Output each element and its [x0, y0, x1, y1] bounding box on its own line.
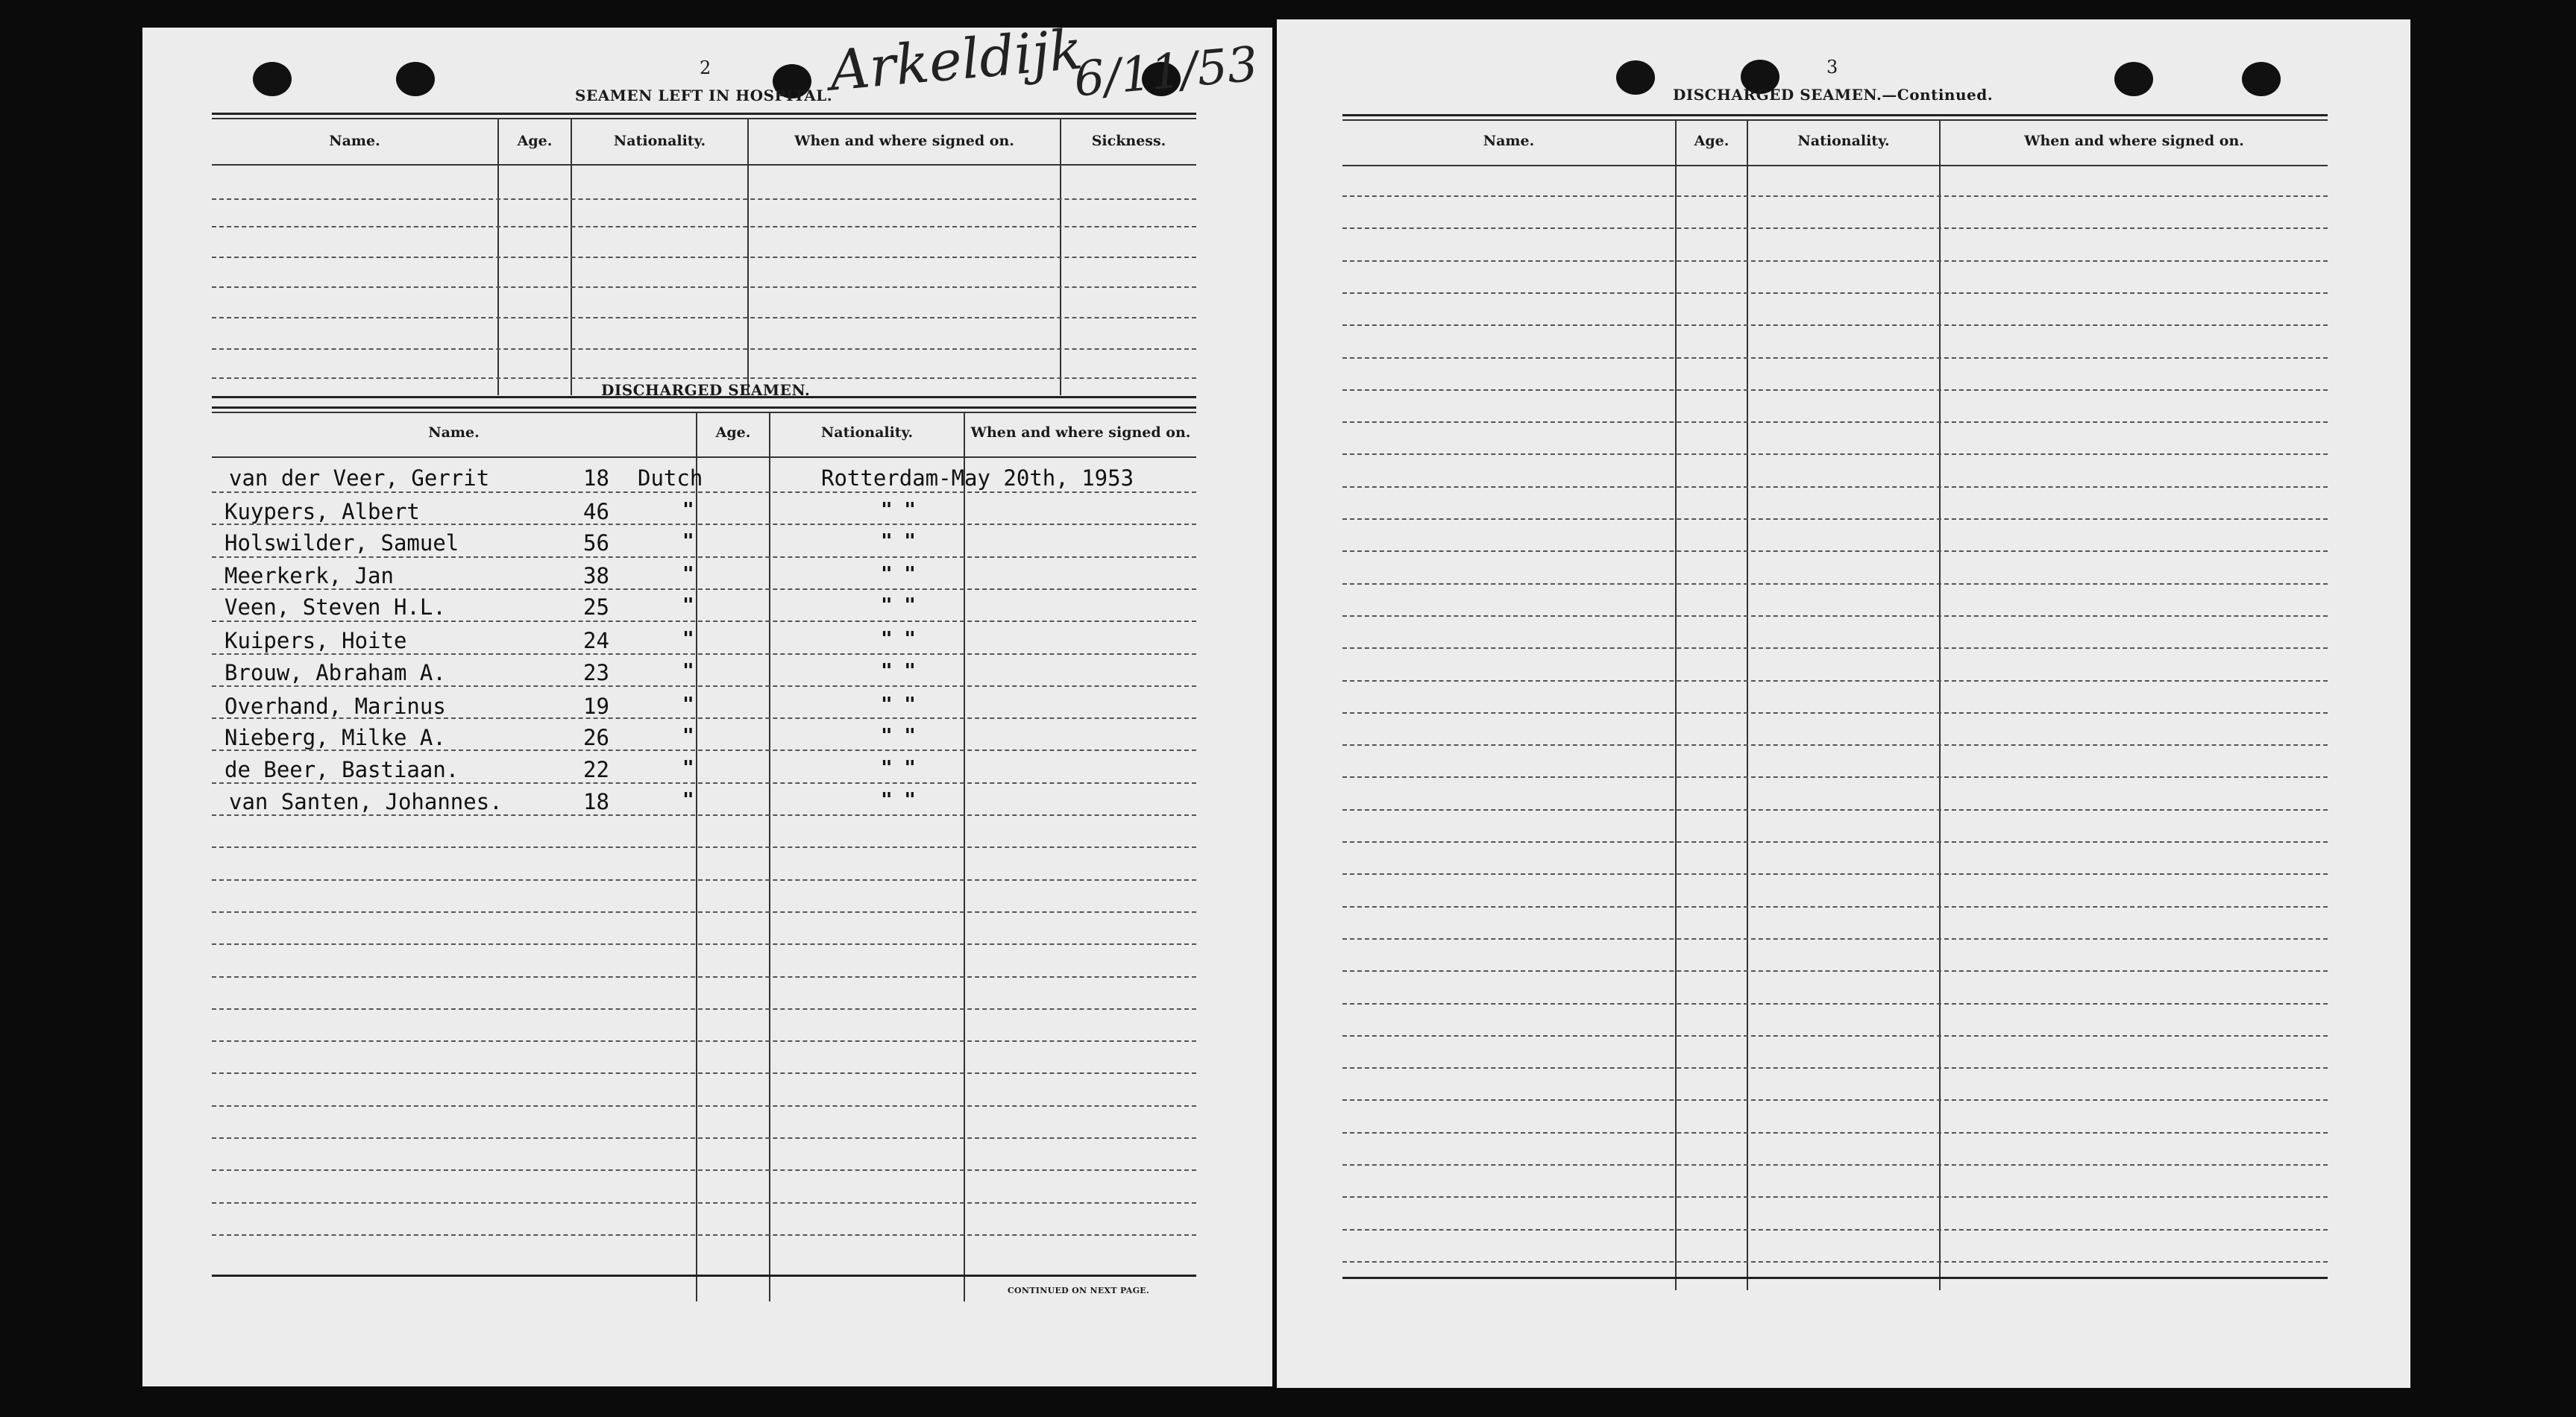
- dotted-row-line: [1342, 970, 2328, 972]
- ditto-mark: " ": [881, 694, 916, 716]
- page-number: 3: [1826, 57, 1838, 78]
- dotted-row-line: [1342, 195, 2328, 197]
- seaman-age: 24: [583, 628, 609, 653]
- dotted-row-line: [1342, 518, 2328, 520]
- dotted-row-line: [1342, 550, 2328, 552]
- dotted-row-line: [1342, 1067, 2328, 1069]
- col-header-age: Age.: [517, 133, 553, 149]
- dotted-row-line: [212, 491, 1196, 493]
- seaman-age: 56: [583, 530, 609, 556]
- seaman-age: 18: [583, 465, 609, 491]
- dotted-row-line: [1342, 938, 2328, 940]
- column-divider: [1675, 119, 1677, 1290]
- hospital-section-title: SEAMEN LEFT IN HOSPITAL.: [575, 87, 833, 104]
- dotted-row-line: [1342, 1099, 2328, 1101]
- column-divider: [696, 412, 697, 1301]
- dotted-row-line: [212, 620, 1196, 622]
- dotted-row-line: [1342, 1003, 2328, 1005]
- dotted-row-line: [1342, 647, 2328, 649]
- ditto-mark: ": [682, 530, 694, 553]
- ditto-mark: " ": [881, 563, 916, 585]
- right-page: [1277, 19, 2410, 1388]
- rule: [1342, 165, 2328, 166]
- page-number: 2: [700, 57, 711, 78]
- dotted-row-line: [1342, 1035, 2328, 1037]
- punch-hole: [2242, 62, 2281, 96]
- dotted-row-line: [212, 348, 1196, 350]
- dotted-row-line: [212, 377, 1196, 379]
- dotted-row-line: [1342, 324, 2328, 326]
- seaman-nationality: Dutch: [638, 465, 703, 491]
- rule: [212, 456, 1196, 458]
- dotted-row-line: [1342, 615, 2328, 617]
- seaman-age: 23: [583, 660, 609, 685]
- ditto-mark: ": [682, 563, 694, 585]
- ditto-mark: ": [682, 628, 694, 650]
- col-header-signed-on: When and where signed on.: [970, 424, 1191, 441]
- dotted-row-line: [212, 556, 1196, 558]
- dotted-row-line: [1342, 583, 2328, 585]
- dotted-row-line: [1342, 873, 2328, 875]
- col-header-name: Name.: [428, 424, 480, 441]
- col-header-age: Age.: [715, 424, 751, 441]
- column-divider: [769, 412, 770, 1301]
- rule: [212, 1275, 1196, 1277]
- dotted-row-line: [212, 1202, 1196, 1204]
- dotted-row-line: [1342, 260, 2328, 262]
- dotted-row-line: [212, 1072, 1196, 1074]
- ditto-mark: " ": [881, 725, 916, 747]
- dotted-row-line: [212, 879, 1196, 881]
- seaman-name: Brouw, Abraham A.: [224, 660, 446, 685]
- col-header-name: Name.: [1483, 133, 1535, 149]
- dotted-row-line: [212, 1169, 1196, 1171]
- dotted-row-line: [212, 317, 1196, 318]
- seaman-age: 19: [583, 694, 609, 719]
- dotted-row-line: [1342, 421, 2328, 423]
- col-header-signed-on: When and where signed on.: [794, 133, 1014, 149]
- dotted-row-line: [212, 1040, 1196, 1042]
- left-page: [142, 28, 1272, 1386]
- ditto-mark: ": [682, 660, 694, 682]
- dotted-row-line: [212, 1234, 1196, 1236]
- ditto-mark: " ": [881, 594, 916, 617]
- col-header-name: Name.: [329, 133, 380, 149]
- dotted-row-line: [212, 943, 1196, 945]
- ditto-mark: " ": [881, 789, 916, 811]
- ditto-mark: ": [682, 757, 694, 779]
- rule: [212, 412, 1196, 413]
- handwritten-date: 6/11/53: [1072, 37, 1260, 108]
- seaman-signed-on: Rotterdam-May 20th, 1953: [821, 465, 1134, 491]
- ditto-mark: ": [682, 694, 694, 716]
- dotted-row-line: [212, 1105, 1196, 1107]
- dotted-row-line: [1342, 357, 2328, 359]
- dotted-row-line: [1342, 776, 2328, 778]
- column-divider: [1747, 119, 1748, 1290]
- seaman-name: Overhand, Marinus: [224, 694, 446, 719]
- dotted-row-line: [1342, 1164, 2328, 1166]
- ditto-mark: " ": [881, 628, 916, 650]
- punch-hole: [1616, 60, 1655, 95]
- col-header-nationality: Nationality.: [820, 424, 914, 441]
- ditto-mark: ": [682, 594, 694, 617]
- col-header-sickness: Sickness.: [1091, 133, 1166, 149]
- dotted-row-line: [1342, 486, 2328, 488]
- dotted-row-line: [212, 814, 1196, 816]
- rule: [1342, 1277, 2328, 1279]
- ditto-mark: ": [682, 499, 694, 521]
- dotted-row-line: [212, 198, 1196, 200]
- col-header-age: Age.: [1694, 133, 1730, 149]
- dotted-row-line: [1342, 680, 2328, 682]
- seaman-name: van Santen, Johannes.: [229, 789, 503, 814]
- ditto-mark: ": [682, 789, 694, 811]
- punch-hole: [253, 62, 292, 96]
- dotted-row-line: [212, 226, 1196, 227]
- dotted-row-line: [1342, 1261, 2328, 1263]
- rule: [1342, 114, 2328, 116]
- dotted-row-line: [1342, 1229, 2328, 1231]
- seaman-name: Holswilder, Samuel: [224, 530, 459, 556]
- dotted-row-line: [212, 1137, 1196, 1139]
- dotted-row-line: [212, 685, 1196, 687]
- dotted-row-line: [1342, 712, 2328, 714]
- dotted-row-line: [1342, 841, 2328, 843]
- dotted-row-line: [1342, 1196, 2328, 1198]
- continued-footer: CONTINUED ON NEXT PAGE.: [1008, 1286, 1150, 1295]
- seaman-name: Kuypers, Albert: [224, 499, 420, 524]
- dotted-row-line: [212, 976, 1196, 978]
- seaman-age: 46: [583, 499, 609, 524]
- ditto-mark: " ": [881, 660, 916, 682]
- dotted-row-line: [212, 846, 1196, 848]
- dotted-row-line: [1342, 906, 2328, 908]
- ditto-mark: " ": [881, 499, 916, 521]
- seaman-age: 22: [583, 757, 609, 782]
- dotted-row-line: [1342, 453, 2328, 455]
- dotted-row-line: [1342, 1132, 2328, 1134]
- seaman-age: 38: [583, 563, 609, 588]
- dotted-row-line: [1342, 292, 2328, 294]
- seaman-name: Kuipers, Hoite: [224, 628, 407, 653]
- rule: [212, 113, 1196, 115]
- dotted-row-line: [1342, 227, 2328, 229]
- seaman-age: 18: [583, 789, 609, 814]
- seaman-name: Meerkerk, Jan: [224, 563, 394, 588]
- seaman-name: van der Veer, Gerrit: [229, 465, 490, 491]
- punch-hole: [396, 62, 435, 96]
- dotted-row-line: [212, 588, 1196, 590]
- rule: [212, 164, 1196, 166]
- rule: [1342, 119, 2328, 121]
- seaman-name: Veen, Steven H.L.: [224, 594, 446, 620]
- seaman-age: 25: [583, 594, 609, 620]
- rule: [212, 118, 1196, 119]
- discharged-section-title: DISCHARGED SEAMEN.: [601, 381, 811, 399]
- dotted-row-line: [212, 911, 1196, 913]
- dotted-row-line: [212, 257, 1196, 258]
- dotted-row-line: [1342, 744, 2328, 746]
- seaman-age: 26: [583, 725, 609, 750]
- col-header-nationality: Nationality.: [1797, 133, 1890, 149]
- rule: [212, 406, 1196, 409]
- seaman-name: Nieberg, Milke A.: [224, 725, 446, 750]
- continued-section-title: DISCHARGED SEAMEN.—Continued.: [1673, 86, 1994, 104]
- ditto-mark: " ": [881, 757, 916, 779]
- dotted-row-line: [212, 1008, 1196, 1010]
- seaman-name: de Beer, Bastiaan.: [224, 757, 459, 782]
- column-divider: [1939, 119, 1941, 1290]
- punch-hole: [2114, 62, 2153, 96]
- dotted-row-line: [1342, 809, 2328, 811]
- ditto-mark: ": [682, 725, 694, 747]
- column-divider: [964, 412, 965, 1301]
- handwritten-ship-name: Arkeldijk: [826, 17, 1086, 104]
- ditto-mark: " ": [881, 530, 916, 553]
- dotted-row-line: [212, 286, 1196, 288]
- col-header-signed-on: When and where signed on.: [2024, 133, 2244, 149]
- col-header-nationality: Nationality.: [613, 133, 706, 149]
- dotted-row-line: [1342, 389, 2328, 391]
